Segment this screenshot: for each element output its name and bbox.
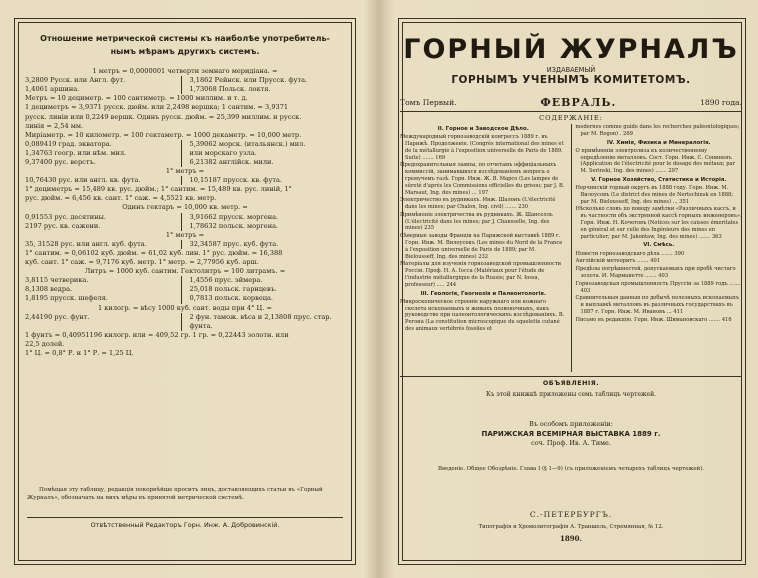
conversion-value: 0,089419 град. экватора.	[25, 140, 182, 149]
conversion-line: 1 килогр. = вѣсу 1000 куб. сант. воды при 4° Ц. =	[98, 303, 272, 312]
supplement	[400, 420, 742, 449]
conversion-pair	[25, 76, 345, 85]
toc-entry: Предѣлы погрѣшностей, допускаемыхъ при пробѣ чистаго золота. И. Марманетте ....... 403	[575, 266, 736, 279]
toc-entry: Англійскій метеоритъ ....... 401	[575, 258, 661, 265]
conversion-pair	[25, 85, 345, 94]
masthead	[400, 34, 742, 86]
toc-entry: Сравнительныя данныя по добычѣ полезныхъ ископаемыхъ и выплавкѣ металловъ въ различныхъ государствахъ въ 1887 г. Горн. Инж. М. Ивановъ ... 411	[575, 295, 740, 315]
conversion-pair	[25, 176, 345, 185]
toc-entry: modernes comme guide dans les recherches paléontologiques; par M. Rogon) . 269	[575, 124, 740, 137]
announcements	[400, 376, 742, 398]
conversion-value: 6,21382 англійск. мили.	[189, 158, 274, 166]
conversion-pair	[25, 149, 345, 158]
toc-entry: Международный горнозаводскій конгрессъ 1889 г. въ Парижѣ. Продолженіе. (Congrès international des mines et de la métallurgie à l'exposition universelle de Paris de 1889. Suite) ....... 169	[400, 134, 564, 161]
conversion-value: 25,018 польск. гарнцевъ.	[189, 285, 277, 294]
conversion-line: русск. линіи или 0,2249 вершк. Одинъ русск. дюйм. = 25,399 миллим. и русск.	[25, 112, 302, 121]
table-title: Отношение метрической системы къ наиболѣе употребитель-	[40, 34, 330, 43]
toc-entry: Новости горнозаводскаго дѣла ....... 390	[575, 250, 685, 257]
conversion-value: 1,73068 Польск. локтя.	[189, 85, 271, 94]
toc-column-right	[572, 124, 743, 372]
conversion-value: 3,8115 четверика.	[25, 276, 182, 285]
responsible-editor: Отвѣтственный Редакторъ Горн. Инж. А. Добровинскій.	[27, 517, 343, 529]
table-subtitle: нымъ мѣрамъ другихъ системъ.	[110, 47, 260, 57]
conversion-value: 5,39062 морск. (итальянск.) мил.	[189, 139, 306, 148]
toc-entry: Письмо въ редакцію. Горн. Инж. Шимановскаго ....... 416	[575, 316, 732, 323]
toc-section-heading: III. Геологія, Геогнозія и Палеонтологія.	[420, 290, 546, 297]
conversion-pair	[25, 158, 345, 167]
supplement-contents: Введеніе. Общее Обозрѣніе. Глава I (§ 1—9) (съ приложеніемъ четырехъ таблицъ чертежей).	[438, 466, 704, 472]
volume-label: Томъ Первый.	[400, 98, 457, 107]
toc-entry: Сѣверные заводы Франціи на Парижской выставкѣ 1889 г. Горн. Инж. М. Вилоусекъ (Les mines du Nord de la France à l'exposition universelle de Paris de 1889; par M. Bielousseff, Ing. des mines) 232	[400, 233, 563, 260]
conversion-line: куб. сант. 1° саж. = 9,7176 куб. метр. 1° метр. = 2,77956 куб. арш.	[25, 258, 259, 267]
toc-section-heading: II. Горное и Заводское Дѣло.	[437, 126, 529, 132]
conversion-line: Миріаметр. = 10 километр. = 100 гектаметр. = 1000 декаметр. = 10,000 метр.	[25, 130, 302, 139]
toc-entry: Нерчинскій горный округъ въ 1888 году. Горн. Инж. М. Вилоусовъ (Le district des mines de Nertschinsk en 1888; par M. Bielousseff, Ing. des mines) ... 351	[575, 185, 734, 205]
conversion-value: 35, 31528 рус. или англ. куб. фута.	[25, 240, 182, 249]
conversion-line: 1° сантим. = 0,06102 куб. дюйм. = 61,02 куб. лин. 1° рус. дюйм. = 16,388	[25, 248, 283, 257]
supplement-author: соч. Проф. Ив. А. Тиме.	[531, 439, 611, 448]
conversion-value: 2 фун. тамож. вѣса и 2,13808 прус. стар. фунта.	[189, 312, 332, 330]
print-year: 1890.	[560, 534, 582, 543]
conversion-pair	[25, 285, 345, 294]
conversion-value: 3,91662 прусск. моргена.	[189, 212, 279, 221]
toc-section-heading: V. Горное Хозяйство, Статистика и Исторія.	[591, 176, 727, 183]
conversion-line: Одинъ гектаръ = 10,000 кв. метр. =	[122, 203, 248, 212]
supplement-title: ПАРИЖСКАЯ ВСЕМІРНАЯ ВЫСТАВКА 1889 г.	[481, 430, 661, 439]
conversion-line: 22,5 долей.	[25, 339, 65, 348]
toc-section-heading: VI. Смѣсь.	[643, 242, 675, 249]
toc-entry: Электричество въ рудникахъ. Инж. Шалонъ (L'électricité dans les mines; par Chalon, Ing. civil) ....... 230	[400, 197, 556, 211]
contents-heading: СОДЕРЖАНІЕ:	[539, 114, 603, 122]
toc-entry: Примѣненіе электричества въ рудникахъ. Ж. Шанселль (L'électricité dans les mines; par J. Chansselle, Ing. des mines) 235	[400, 211, 553, 232]
conversion-lines	[25, 67, 345, 358]
conversion-value: 9,37400 рус. верстъ.	[25, 158, 182, 167]
table-of-contents	[400, 124, 742, 372]
issue-year: 1890 года.	[700, 98, 742, 107]
conversion-value: 3,2809 Русск. или Англ. фут.	[25, 76, 182, 85]
toc-entry: Микроскопическое строеніе наружнаго или кожнаго скелета ископаемыхъ и живыхъ позвоночныхъ, какъ руководство при палеонтологическихъ изслѣдованіяхъ. В. Регона (La constitution microscopique du squelette cutané des animaux vertébrés fossiles et	[400, 298, 565, 332]
conversion-value: или морскаго узла.	[189, 148, 257, 157]
toc-section-heading: IV. Химія, Физика и Минералогія.	[606, 139, 711, 146]
conversion-value: 1,34763 геогр. или нѣм. мил.	[25, 149, 182, 158]
toc-column-left	[400, 124, 572, 372]
publisher-name: ГОРНЫМЪ УЧЕНЫМЪ КОМИТЕТОМЪ.	[451, 74, 691, 86]
conversion-table	[25, 33, 345, 358]
left-page-border	[14, 18, 356, 565]
printer-imprint: Типографія и Хромолитографія А. Траншель, Стремянная, № 12.	[478, 524, 664, 530]
conversion-value: 0,7813 польск. корвеца.	[189, 294, 274, 303]
announcements-heading: ОБЪЯВЛЕНІЯ.	[542, 379, 600, 387]
conversion-line: 1 метръ = 0,0000001 четверти земнаго меридіана. =	[92, 67, 278, 76]
conversion-line: Литръ = 1000 куб. сантим. Гектолитръ = 100 литрамъ. =	[84, 267, 286, 276]
conversion-line: 1 фунтъ = 0,40951196 килогр. или = 409,52 гр. 1 гр. = 0,22443 золотн. или	[25, 330, 289, 339]
conversion-value: 3,1862 Рейнск. или Прусск. фута.	[189, 76, 308, 85]
conversion-value: 10,15187 прусск. кв. фута.	[189, 176, 282, 185]
toc-entry: Предохранительныя лампы, по отчетамъ оффиціальныхъ коммиссій, занимавшихся изслѣдованіемъ вопроса о гремучемъ газѣ. Горн. Инж. Ж. В. Марсо (Les lampes de sûreté d'après les Commissions officielles du grisou; par J. B. Marsaut, Ing. des mines) ... 197	[400, 162, 565, 196]
conversion-pair	[25, 222, 345, 231]
conversion-pair	[25, 240, 345, 249]
conversion-value: 1,4061 аршина.	[25, 85, 182, 94]
conversion-value: 32,34587 прус. куб. фута.	[189, 239, 279, 248]
conversion-value: 1,8195 прусск. шефеля.	[25, 294, 182, 303]
conversion-line: 1° метръ =	[165, 167, 205, 176]
conversion-line: рус. дюйм. = 6,456 кв. сант. 1° саж. = 4,5521 кв. метр.	[25, 194, 217, 203]
conversion-value: 10,76430 рус. или англ. кв. фута.	[25, 176, 182, 185]
toc-entry: Горнозаводская промышленность Пруссіи за 1889 годъ ....... 403	[575, 280, 741, 294]
conversion-value: 8,1308 ведра.	[25, 285, 182, 294]
toc-entry: Нѣсколько словъ по поводу замѣтки «Различныхъ кассъ, и въ частности объ экстренной кассѣ горныхъ инженеровъ». Горн. Инж. Н. Кочетовъ (Notices sur les caisses émeritales en général et sur celle des Ingénieurs des mines en particulier; par M. Jakontaw, Ing. des mines) ....... 363	[575, 206, 742, 240]
right-page	[384, 0, 758, 578]
journal-title: ГОРНЫЙ ЖУРНАЛЪ	[403, 34, 739, 65]
conversion-pair	[25, 294, 345, 303]
city-imprint: С.-ПЕТЕРБУРГЪ.	[529, 510, 613, 519]
conversion-line: 1° Ц. = 0,8° Р. и 1° Р. = 1,25 Ц.	[25, 348, 134, 357]
published-by-label: ИЗДАВАЕМЫЙ	[546, 66, 596, 74]
conversion-pair	[25, 276, 345, 285]
toc-entry: Матеріалы для изученія горнозаводской промышленности Россіи. Проф. Н. А. Іосса (Matériaux pour l'étude de l'industrie métallurgique de la Russie; par N. Iossa, professeur) ..... 244	[400, 261, 562, 288]
conversion-pair	[25, 313, 345, 331]
conversion-value: 2197 рус. кв. сажени.	[25, 222, 182, 231]
conversion-value: 1,4556 прус. эймера.	[189, 276, 263, 285]
conversion-value: 0,91553 рус. десятины.	[25, 213, 182, 222]
conversion-line: линія = 2,54 мм.	[25, 121, 84, 130]
conversion-line: Метръ = 10 дециметр. = 100 сантиметр. = 1000 миллим. и т. д.	[25, 94, 248, 103]
conversion-pair	[25, 213, 345, 222]
left-page	[0, 0, 374, 578]
conversion-value: 2,44190 рус. фунт.	[25, 313, 182, 331]
conversion-line: 1° метръ =	[165, 230, 205, 239]
supplement-label: Въ особомъ приложеніи:	[529, 420, 613, 428]
conversion-value: 1,78632 польск. моргена.	[189, 221, 279, 230]
issue-line	[400, 96, 742, 112]
editorial-note: Помѣщая эту таблицу, редакція покорнѣйше проситъ лицъ, доставляющихъ статьи въ «Горный Журналъ», обозначать на нихъ мѣры въ принятой метрической системѣ.	[27, 487, 323, 501]
conversion-line: 1° дециметръ = 15,489 кв. рус. дюйм.; 1° сантим. = 15,489 кв. рус. линій, 1°	[25, 185, 292, 194]
conversion-line: 1 дециметръ = 3,9371 русск. дюйм. или 2,2498 вершка; 1 сантим. = 3,9371	[25, 103, 289, 112]
toc-entry: О примѣненіи электролиза къ количественному опредѣленію металловъ. Сост. Горн. Инж. С. Сониненъ (Application de l'électricité pour le dosage des métaux; par M. Serinski, Ing. des mines) ....... 297	[575, 147, 736, 175]
issue-month: ФЕВРАЛЬ.	[540, 96, 617, 109]
conversion-pair	[25, 140, 345, 149]
announcement-text: Къ этой книжкѣ приложены семь таблицъ чертежей.	[486, 391, 656, 398]
